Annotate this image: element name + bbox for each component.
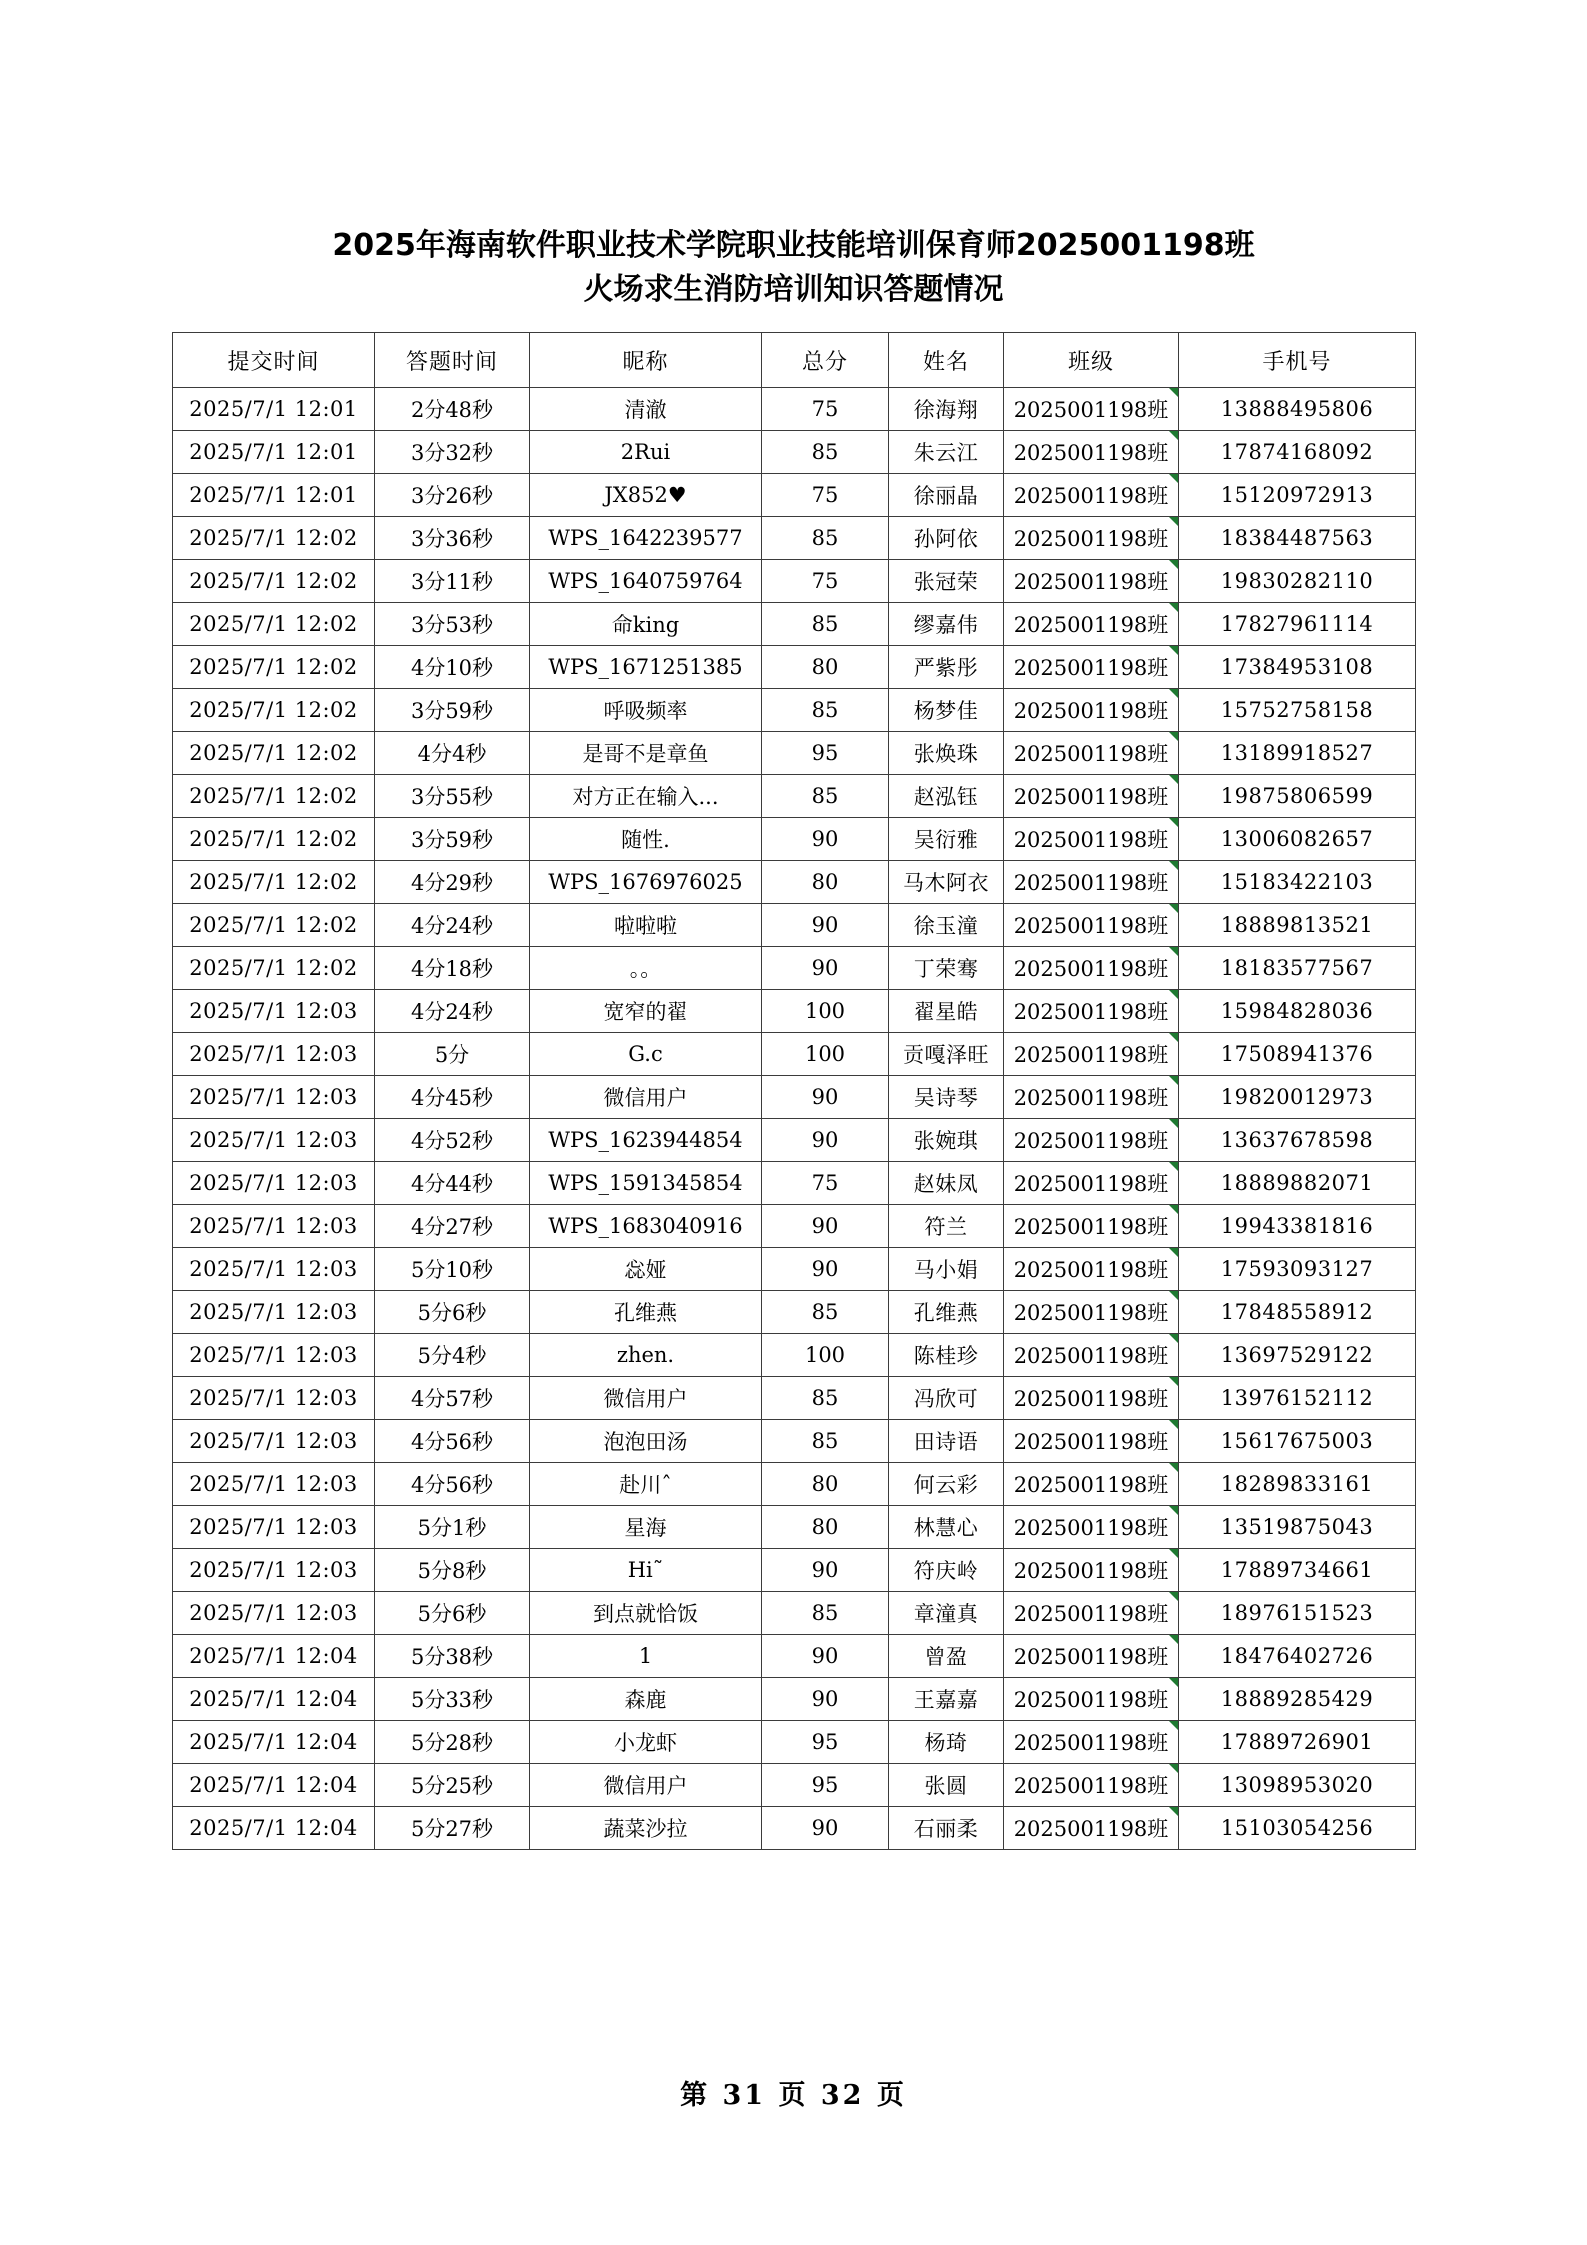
cell-answer-duration: 4分56秒	[375, 1463, 530, 1506]
cell-answer-duration: 2分48秒	[375, 388, 530, 431]
cell-total-score: 90	[762, 904, 889, 947]
page-title	[172, 202, 1415, 332]
cell-name: 王嘉嘉	[889, 1678, 1004, 1721]
cell-total-score: 90	[762, 1549, 889, 1592]
cell-phone: 13888495806	[1179, 388, 1416, 431]
cell-phone: 18889813521	[1179, 904, 1416, 947]
cell-submit-time: 2025/7/1 12:03	[173, 1506, 375, 1549]
cell-nickname: 蔬菜沙拉	[530, 1807, 762, 1850]
table-row	[173, 1248, 1416, 1291]
column-header-class: 班级	[1004, 333, 1179, 388]
cell-total-score: 90	[762, 947, 889, 990]
table-row	[173, 431, 1416, 474]
cell-nickname: zhen.	[530, 1334, 762, 1377]
cell-answer-duration: 4分18秒	[375, 947, 530, 990]
cell-nickname: 2Rui	[530, 431, 762, 474]
cell-phone: 17848558912	[1179, 1291, 1416, 1334]
cell-name: 冯欣可	[889, 1377, 1004, 1420]
cell-total-score: 90	[762, 1119, 889, 1162]
cell-phone: 18889882071	[1179, 1162, 1416, 1205]
table-row	[173, 1807, 1416, 1850]
cell-phone: 15752758158	[1179, 689, 1416, 732]
cell-total-score: 80	[762, 1463, 889, 1506]
cell-submit-time: 2025/7/1 12:03	[173, 1420, 375, 1463]
cell-total-score: 75	[762, 474, 889, 517]
cell-phone: 17508941376	[1179, 1033, 1416, 1076]
table-row	[173, 1678, 1416, 1721]
column-header-total-score: 总分	[762, 333, 889, 388]
cell-submit-time: 2025/7/1 12:04	[173, 1635, 375, 1678]
table-row	[173, 646, 1416, 689]
cell-total-score: 100	[762, 990, 889, 1033]
cell-class: 2025001198班	[1004, 603, 1179, 646]
cell-total-score: 85	[762, 603, 889, 646]
cell-name: 田诗语	[889, 1420, 1004, 1463]
cell-name: 贡嘎泽旺	[889, 1033, 1004, 1076]
cell-phone: 17827961114	[1179, 603, 1416, 646]
cell-submit-time: 2025/7/1 12:02	[173, 947, 375, 990]
cell-answer-duration: 4分57秒	[375, 1377, 530, 1420]
cell-nickname: 命king	[530, 603, 762, 646]
cell-name: 徐玉潼	[889, 904, 1004, 947]
cell-nickname: 是哥不是章鱼	[530, 732, 762, 775]
table-row	[173, 1205, 1416, 1248]
cell-answer-duration: 3分26秒	[375, 474, 530, 517]
cell-class: 2025001198班	[1004, 1678, 1179, 1721]
cell-nickname: 。。	[530, 947, 762, 990]
cell-class: 2025001198班	[1004, 861, 1179, 904]
cell-phone: 15617675003	[1179, 1420, 1416, 1463]
cell-nickname: WPS_1623944854	[530, 1119, 762, 1162]
cell-answer-duration: 4分27秒	[375, 1205, 530, 1248]
cell-name: 丁荣骞	[889, 947, 1004, 990]
table-row	[173, 861, 1416, 904]
cell-submit-time: 2025/7/1 12:03	[173, 1463, 375, 1506]
table-row	[173, 1506, 1416, 1549]
cell-nickname: 宽窄的翟	[530, 990, 762, 1033]
cell-class: 2025001198班	[1004, 904, 1179, 947]
cell-phone: 18976151523	[1179, 1592, 1416, 1635]
table-row	[173, 1119, 1416, 1162]
cell-answer-duration: 4分56秒	[375, 1420, 530, 1463]
table-row	[173, 1635, 1416, 1678]
cell-submit-time: 2025/7/1 12:03	[173, 990, 375, 1033]
cell-name: 石丽柔	[889, 1807, 1004, 1850]
cell-submit-time: 2025/7/1 12:04	[173, 1807, 375, 1850]
cell-name: 吴诗琴	[889, 1076, 1004, 1119]
cell-nickname: 惢娅	[530, 1248, 762, 1291]
column-header-phone: 手机号	[1179, 333, 1416, 388]
cell-class: 2025001198班	[1004, 1033, 1179, 1076]
cell-submit-time: 2025/7/1 12:03	[173, 1334, 375, 1377]
cell-class: 2025001198班	[1004, 732, 1179, 775]
cell-name: 曾盈	[889, 1635, 1004, 1678]
cell-submit-time: 2025/7/1 12:03	[173, 1549, 375, 1592]
cell-total-score: 85	[762, 431, 889, 474]
cell-phone: 17384953108	[1179, 646, 1416, 689]
cell-submit-time: 2025/7/1 12:03	[173, 1248, 375, 1291]
cell-name: 符兰	[889, 1205, 1004, 1248]
cell-phone: 15183422103	[1179, 861, 1416, 904]
cell-submit-time: 2025/7/1 12:04	[173, 1721, 375, 1764]
cell-phone: 13006082657	[1179, 818, 1416, 861]
cell-total-score: 95	[762, 732, 889, 775]
cell-submit-time: 2025/7/1 12:02	[173, 818, 375, 861]
cell-phone: 18384487563	[1179, 517, 1416, 560]
table-row	[173, 775, 1416, 818]
cell-nickname: 赴川ˆ	[530, 1463, 762, 1506]
cell-total-score: 90	[762, 1076, 889, 1119]
cell-submit-time: 2025/7/1 12:02	[173, 560, 375, 603]
cell-name: 赵泓钰	[889, 775, 1004, 818]
cell-nickname: G.c	[530, 1033, 762, 1076]
cell-class: 2025001198班	[1004, 947, 1179, 990]
cell-name: 徐丽晶	[889, 474, 1004, 517]
cell-class: 2025001198班	[1004, 1334, 1179, 1377]
cell-total-score: 85	[762, 1377, 889, 1420]
cell-total-score: 100	[762, 1033, 889, 1076]
cell-phone: 13637678598	[1179, 1119, 1416, 1162]
cell-total-score: 90	[762, 1807, 889, 1850]
cell-answer-duration: 5分27秒	[375, 1807, 530, 1850]
cell-answer-duration: 4分10秒	[375, 646, 530, 689]
cell-class: 2025001198班	[1004, 517, 1179, 560]
quiz-results-table	[172, 332, 1416, 1850]
cell-phone: 18183577567	[1179, 947, 1416, 990]
cell-total-score: 75	[762, 1162, 889, 1205]
cell-total-score: 85	[762, 689, 889, 732]
cell-submit-time: 2025/7/1 12:02	[173, 861, 375, 904]
cell-submit-time: 2025/7/1 12:03	[173, 1033, 375, 1076]
table-row	[173, 1549, 1416, 1592]
cell-answer-duration: 3分32秒	[375, 431, 530, 474]
cell-answer-duration: 4分29秒	[375, 861, 530, 904]
cell-submit-time: 2025/7/1 12:01	[173, 431, 375, 474]
cell-nickname: 对方正在输入...	[530, 775, 762, 818]
cell-total-score: 90	[762, 1678, 889, 1721]
cell-total-score: 90	[762, 1248, 889, 1291]
cell-phone: 15120972913	[1179, 474, 1416, 517]
cell-class: 2025001198班	[1004, 474, 1179, 517]
cell-class: 2025001198班	[1004, 1721, 1179, 1764]
cell-total-score: 80	[762, 1506, 889, 1549]
cell-class: 2025001198班	[1004, 1291, 1179, 1334]
cell-total-score: 85	[762, 1291, 889, 1334]
cell-submit-time: 2025/7/1 12:03	[173, 1592, 375, 1635]
cell-nickname: WPS_1683040916	[530, 1205, 762, 1248]
table-row	[173, 947, 1416, 990]
cell-submit-time: 2025/7/1 12:02	[173, 775, 375, 818]
cell-submit-time: 2025/7/1 12:01	[173, 474, 375, 517]
cell-nickname: JX852♥	[530, 474, 762, 517]
cell-class: 2025001198班	[1004, 689, 1179, 732]
cell-phone: 17874168092	[1179, 431, 1416, 474]
cell-name: 朱云江	[889, 431, 1004, 474]
cell-class: 2025001198班	[1004, 1076, 1179, 1119]
cell-answer-duration: 3分11秒	[375, 560, 530, 603]
cell-answer-duration: 4分44秒	[375, 1162, 530, 1205]
cell-phone: 13519875043	[1179, 1506, 1416, 1549]
cell-name: 马小娟	[889, 1248, 1004, 1291]
cell-nickname: WPS_1676976025	[530, 861, 762, 904]
page-footer: 第 31 页 32 页	[680, 2080, 907, 2111]
cell-name: 马木阿衣	[889, 861, 1004, 904]
cell-name: 孔维燕	[889, 1291, 1004, 1334]
cell-phone: 19875806599	[1179, 775, 1416, 818]
cell-class: 2025001198班	[1004, 1635, 1179, 1678]
cell-class: 2025001198班	[1004, 1549, 1179, 1592]
cell-phone: 15103054256	[1179, 1807, 1416, 1850]
cell-answer-duration: 5分6秒	[375, 1592, 530, 1635]
cell-name: 孙阿依	[889, 517, 1004, 560]
cell-answer-duration: 4分24秒	[375, 904, 530, 947]
table-row	[173, 560, 1416, 603]
table-row	[173, 1377, 1416, 1420]
cell-nickname: 森鹿	[530, 1678, 762, 1721]
cell-submit-time: 2025/7/1 12:01	[173, 388, 375, 431]
cell-total-score: 90	[762, 1205, 889, 1248]
cell-phone: 13098953020	[1179, 1764, 1416, 1807]
cell-name: 吴衍雅	[889, 818, 1004, 861]
cell-class: 2025001198班	[1004, 1592, 1179, 1635]
table-row	[173, 689, 1416, 732]
cell-name: 翟星皓	[889, 990, 1004, 1033]
cell-phone: 13697529122	[1179, 1334, 1416, 1377]
cell-class: 2025001198班	[1004, 1420, 1179, 1463]
cell-class: 2025001198班	[1004, 818, 1179, 861]
cell-name: 符庆岭	[889, 1549, 1004, 1592]
cell-name: 张婉琪	[889, 1119, 1004, 1162]
cell-phone: 18289833161	[1179, 1463, 1416, 1506]
cell-answer-duration: 4分52秒	[375, 1119, 530, 1162]
table-body	[173, 388, 1416, 1850]
cell-name: 严紫彤	[889, 646, 1004, 689]
cell-submit-time: 2025/7/1 12:03	[173, 1076, 375, 1119]
cell-name: 张圆	[889, 1764, 1004, 1807]
cell-nickname: 孔维燕	[530, 1291, 762, 1334]
table-header	[173, 333, 1416, 388]
cell-class: 2025001198班	[1004, 1205, 1179, 1248]
cell-phone: 17593093127	[1179, 1248, 1416, 1291]
cell-class: 2025001198班	[1004, 1764, 1179, 1807]
page-title-line-1: 2025年海南软件职业技术学院职业技能培训保育师2025001198班	[332, 228, 1255, 263]
cell-answer-duration: 5分4秒	[375, 1334, 530, 1377]
cell-total-score: 95	[762, 1721, 889, 1764]
cell-total-score: 85	[762, 1420, 889, 1463]
table-row	[173, 603, 1416, 646]
cell-answer-duration: 5分8秒	[375, 1549, 530, 1592]
cell-nickname: Hi˜	[530, 1549, 762, 1592]
cell-nickname: WPS_1640759764	[530, 560, 762, 603]
table-row	[173, 388, 1416, 431]
cell-nickname: 微信用户	[530, 1076, 762, 1119]
table-row	[173, 1721, 1416, 1764]
cell-class: 2025001198班	[1004, 1248, 1179, 1291]
cell-name: 赵妹凤	[889, 1162, 1004, 1205]
cell-class: 2025001198班	[1004, 1162, 1179, 1205]
cell-answer-duration: 5分6秒	[375, 1291, 530, 1334]
table-row	[173, 732, 1416, 775]
cell-answer-duration: 5分33秒	[375, 1678, 530, 1721]
cell-name: 陈桂珍	[889, 1334, 1004, 1377]
cell-answer-duration: 3分59秒	[375, 818, 530, 861]
cell-submit-time: 2025/7/1 12:02	[173, 904, 375, 947]
cell-nickname: 星海	[530, 1506, 762, 1549]
cell-nickname: 啦啦啦	[530, 904, 762, 947]
cell-class: 2025001198班	[1004, 1463, 1179, 1506]
cell-class: 2025001198班	[1004, 646, 1179, 689]
cell-answer-duration: 3分59秒	[375, 689, 530, 732]
cell-submit-time: 2025/7/1 12:03	[173, 1205, 375, 1248]
table-row	[173, 1764, 1416, 1807]
cell-answer-duration: 4分24秒	[375, 990, 530, 1033]
cell-total-score: 95	[762, 1764, 889, 1807]
cell-nickname: 1	[530, 1635, 762, 1678]
cell-submit-time: 2025/7/1 12:03	[173, 1377, 375, 1420]
cell-total-score: 85	[762, 517, 889, 560]
table-row	[173, 904, 1416, 947]
cell-phone: 18889285429	[1179, 1678, 1416, 1721]
table-row	[173, 1291, 1416, 1334]
cell-name: 张焕珠	[889, 732, 1004, 775]
cell-submit-time: 2025/7/1 12:03	[173, 1291, 375, 1334]
cell-phone: 19830282110	[1179, 560, 1416, 603]
cell-answer-duration: 5分25秒	[375, 1764, 530, 1807]
cell-total-score: 80	[762, 646, 889, 689]
cell-nickname: 随性.	[530, 818, 762, 861]
cell-nickname: 到点就恰饭	[530, 1592, 762, 1635]
cell-submit-time: 2025/7/1 12:02	[173, 732, 375, 775]
cell-total-score: 85	[762, 1592, 889, 1635]
table-row	[173, 1334, 1416, 1377]
cell-phone: 15984828036	[1179, 990, 1416, 1033]
table-row	[173, 990, 1416, 1033]
cell-class: 2025001198班	[1004, 388, 1179, 431]
cell-submit-time: 2025/7/1 12:03	[173, 1162, 375, 1205]
cell-answer-duration: 5分	[375, 1033, 530, 1076]
cell-phone: 18476402726	[1179, 1635, 1416, 1678]
cell-total-score: 90	[762, 818, 889, 861]
cell-nickname: WPS_1591345854	[530, 1162, 762, 1205]
cell-total-score: 100	[762, 1334, 889, 1377]
cell-submit-time: 2025/7/1 12:02	[173, 603, 375, 646]
cell-phone: 17889726901	[1179, 1721, 1416, 1764]
cell-name: 章潼真	[889, 1592, 1004, 1635]
cell-name: 徐海翔	[889, 388, 1004, 431]
table-row	[173, 1033, 1416, 1076]
cell-submit-time: 2025/7/1 12:02	[173, 646, 375, 689]
cell-name: 杨梦佳	[889, 689, 1004, 732]
cell-answer-duration: 5分1秒	[375, 1506, 530, 1549]
cell-submit-time: 2025/7/1 12:03	[173, 1119, 375, 1162]
cell-nickname: 微信用户	[530, 1377, 762, 1420]
cell-name: 何云彩	[889, 1463, 1004, 1506]
cell-answer-duration: 4分45秒	[375, 1076, 530, 1119]
cell-nickname: 小龙虾	[530, 1721, 762, 1764]
cell-nickname: 微信用户	[530, 1764, 762, 1807]
cell-submit-time: 2025/7/1 12:02	[173, 689, 375, 732]
cell-name: 林慧心	[889, 1506, 1004, 1549]
table-row	[173, 517, 1416, 560]
cell-answer-duration: 3分53秒	[375, 603, 530, 646]
cell-class: 2025001198班	[1004, 1506, 1179, 1549]
cell-total-score: 75	[762, 560, 889, 603]
cell-nickname: 泡泡田汤	[530, 1420, 762, 1463]
cell-submit-time: 2025/7/1 12:04	[173, 1678, 375, 1721]
cell-nickname: 清澈	[530, 388, 762, 431]
cell-nickname: WPS_1671251385	[530, 646, 762, 689]
cell-nickname: WPS_1642239577	[530, 517, 762, 560]
column-header-submit-time: 提交时间	[173, 333, 375, 388]
cell-submit-time: 2025/7/1 12:04	[173, 1764, 375, 1807]
table-row	[173, 1420, 1416, 1463]
table-row	[173, 1592, 1416, 1635]
table-row	[173, 474, 1416, 517]
cell-class: 2025001198班	[1004, 560, 1179, 603]
cell-phone: 19820012973	[1179, 1076, 1416, 1119]
cell-class: 2025001198班	[1004, 1807, 1179, 1850]
cell-total-score: 90	[762, 1635, 889, 1678]
cell-class: 2025001198班	[1004, 775, 1179, 818]
column-header-name: 姓名	[889, 333, 1004, 388]
table-row	[173, 1076, 1416, 1119]
table-row	[173, 818, 1416, 861]
cell-submit-time: 2025/7/1 12:02	[173, 517, 375, 560]
report-sheet	[172, 202, 1415, 1850]
cell-name: 缪嘉伟	[889, 603, 1004, 646]
cell-total-score: 75	[762, 388, 889, 431]
cell-name: 杨琦	[889, 1721, 1004, 1764]
cell-phone: 19943381816	[1179, 1205, 1416, 1248]
cell-phone: 17889734661	[1179, 1549, 1416, 1592]
cell-phone: 13189918527	[1179, 732, 1416, 775]
cell-total-score: 85	[762, 775, 889, 818]
cell-answer-duration: 5分28秒	[375, 1721, 530, 1764]
cell-answer-duration: 3分36秒	[375, 517, 530, 560]
cell-class: 2025001198班	[1004, 431, 1179, 474]
page-title-line-2: 火场求生消防培训知识答题情况	[583, 272, 1004, 307]
cell-answer-duration: 4分4秒	[375, 732, 530, 775]
cell-class: 2025001198班	[1004, 990, 1179, 1033]
cell-total-score: 80	[762, 861, 889, 904]
cell-name: 张冠荣	[889, 560, 1004, 603]
column-header-answer-duration: 答题时间	[375, 333, 530, 388]
cell-nickname: 呼吸频率	[530, 689, 762, 732]
table-row	[173, 1162, 1416, 1205]
cell-class: 2025001198班	[1004, 1119, 1179, 1162]
cell-class: 2025001198班	[1004, 1377, 1179, 1420]
cell-phone: 13976152112	[1179, 1377, 1416, 1420]
column-header-nickname: 昵称	[530, 333, 762, 388]
cell-answer-duration: 5分38秒	[375, 1635, 530, 1678]
cell-answer-duration: 5分10秒	[375, 1248, 530, 1291]
cell-answer-duration: 3分55秒	[375, 775, 530, 818]
table-header-row	[173, 333, 1416, 388]
table-row	[173, 1463, 1416, 1506]
